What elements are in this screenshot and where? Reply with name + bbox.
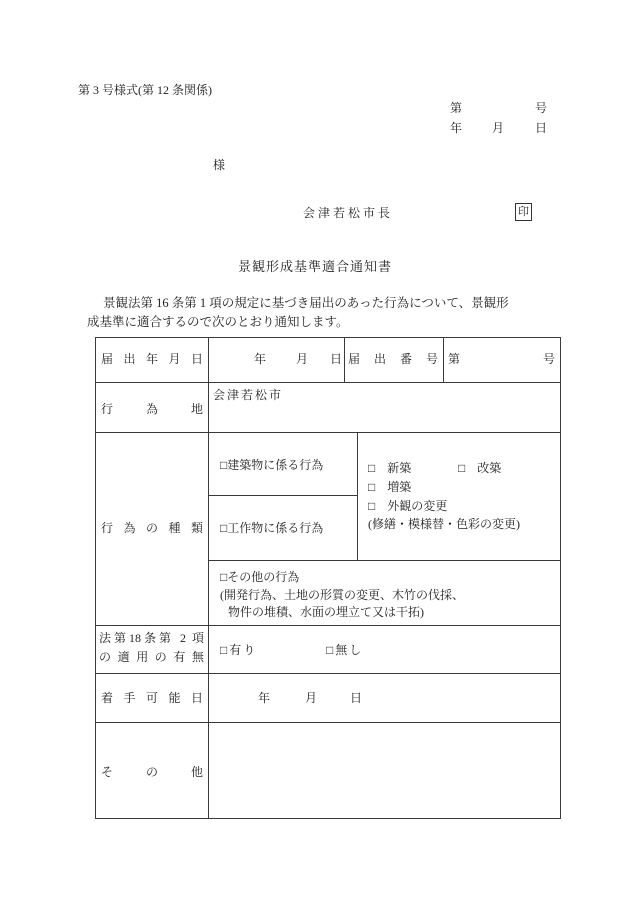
reference-year: 年: [450, 121, 463, 135]
action-type-label: 行 為 の 種 類: [101, 521, 203, 535]
notification-date-day: 日: [330, 352, 343, 366]
start-date-year: 年: [258, 691, 271, 705]
start-date-month: 月: [305, 691, 318, 705]
notification-date-label: 届 出 年 月 日: [101, 352, 203, 366]
other-label: そ の 他: [101, 765, 203, 779]
table-rule: [95, 382, 561, 383]
article18-no-option: □無し: [326, 643, 364, 657]
table-rule: [95, 625, 561, 626]
reference-month: 月: [492, 121, 505, 135]
option-new-construction: □ 新築: [368, 461, 412, 475]
article18-yes-option: □有り: [220, 643, 258, 657]
action-other-note-2: 物件の堆積、水面の埋立て又は干拓): [228, 605, 424, 619]
reference-number-prefix: 第: [450, 101, 463, 115]
action-other-option: □その他の行為: [220, 570, 300, 584]
article18-label-line-2: の 適 用 の 有 無: [99, 650, 204, 664]
body-line-1: 景観法第 16 条第 1 項の規定に基づき届出のあった行為について、景観形: [103, 296, 509, 310]
action-structure-option: □工作物に係る行為: [220, 521, 324, 535]
table-rule: [208, 337, 209, 819]
table-rule: [95, 722, 561, 723]
issuer: 会津若松市長: [303, 206, 394, 220]
reference-number-suffix: 号: [535, 101, 548, 115]
option-exterior-note: (修繕・模様替・色彩の変更): [368, 517, 520, 531]
table-rule: [443, 337, 444, 382]
article18-label-line-1: 法第18条第 2 項: [99, 631, 204, 645]
form-label: 第 3 号様式(第 12 条関係): [78, 83, 212, 97]
action-other-note-1: (開発行為、土地の形質の変更、木竹の伐採、: [220, 588, 464, 602]
start-date-label: 着 手 可 能 日: [101, 691, 203, 705]
body-line-2: 成基準に適合するので次のとおり通知します。: [87, 315, 349, 329]
notification-date-year: 年: [254, 352, 267, 366]
notification-number-prefix: 第: [448, 352, 461, 366]
site-label: 行 為 地: [101, 402, 203, 416]
table-rule: [357, 432, 358, 560]
option-extension: □ 増築: [368, 480, 412, 494]
table-rule: [208, 495, 357, 496]
site-value: 会津若松市: [213, 388, 284, 402]
option-rebuild: □ 改築: [458, 461, 502, 475]
reference-day: 日: [535, 121, 548, 135]
notification-number-label: 届 出 番 号: [348, 352, 438, 366]
notification-number-suffix: 号: [543, 352, 556, 366]
addressee-suffix: 様: [213, 158, 226, 172]
notification-date-month: 月: [296, 352, 309, 366]
table-rule: [208, 560, 561, 561]
table-rule: [344, 337, 345, 382]
table-rule: [95, 432, 561, 433]
start-date-day: 日: [350, 691, 363, 705]
action-building-option: □建築物に係る行為: [220, 458, 324, 472]
option-exterior-change: □ 外観の変更: [368, 499, 448, 513]
document-title: 景観形成基準適合通知書: [238, 259, 393, 274]
table-rule: [95, 673, 561, 674]
seal-stamp-box: 印: [515, 203, 532, 221]
